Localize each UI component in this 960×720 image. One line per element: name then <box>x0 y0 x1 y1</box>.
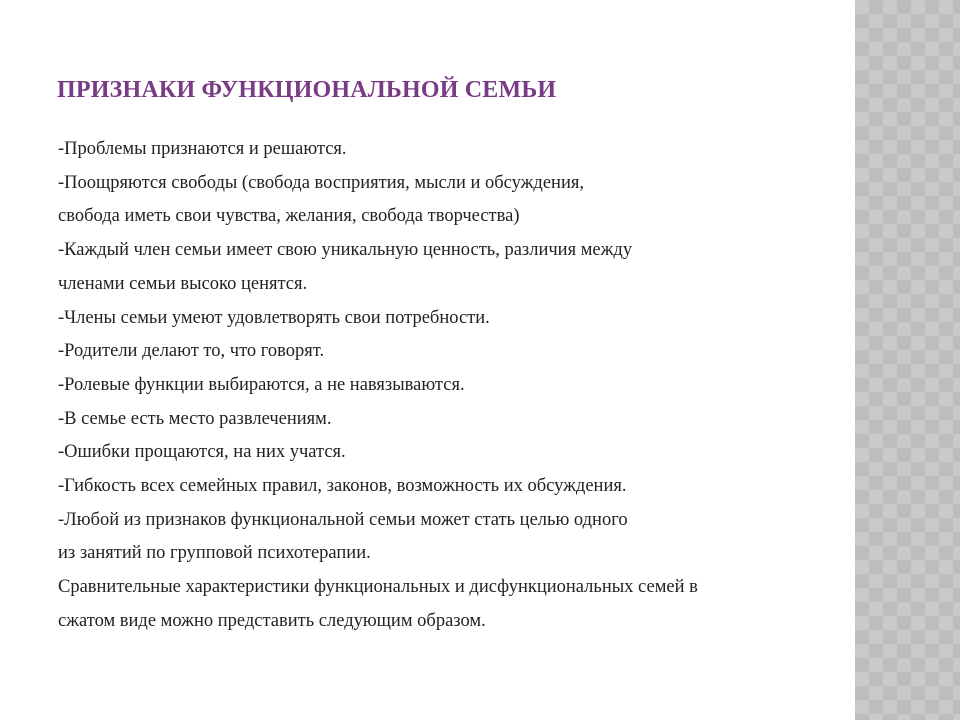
body-line: -Ролевые функции выбираются, а не навязываются. <box>58 374 465 395</box>
slide-title: ПРИЗНАКИ ФУНКЦИОНАЛЬНОЙ СЕМЬИ <box>57 77 557 103</box>
body-line: -Проблемы признаются и решаются. <box>58 139 347 159</box>
body-line: -Ошибки прощаются, на них учатся. <box>58 442 346 463</box>
body-line: -Гибкость всех семейных правил, законов, возможность их обсуждения. <box>58 476 627 497</box>
decorative-side-panel <box>855 0 960 720</box>
body-line: -Родители делают то, что говорят. <box>58 341 325 362</box>
body-line: -Любой из признаков функциональной семьи может стать целью одного <box>58 509 628 530</box>
body-line: свобода иметь свои чувства, желания, свобода творчества) <box>58 206 520 227</box>
body-line: -Каждый член семьи имеет свою уникальную ценность, различия между <box>58 240 633 261</box>
slide-body <box>58 133 838 639</box>
body-line: сжатом виде можно представить следующим образом. <box>58 610 486 631</box>
body-line: Сравнительные характеристики функциональных и дисфункциональных семей в <box>58 577 698 598</box>
body-line: -Члены семьи умеют удовлетворять свои потребности. <box>58 307 490 328</box>
body-line: членами семьи высоко ценятся. <box>58 273 308 294</box>
body-line: -Поощряются свободы (свобода восприятия, мысли и обсуждения, <box>58 172 584 193</box>
body-line: -В семье есть место развлечениям. <box>58 408 332 429</box>
body-line: из занятий по групповой психотерапии. <box>58 543 371 564</box>
